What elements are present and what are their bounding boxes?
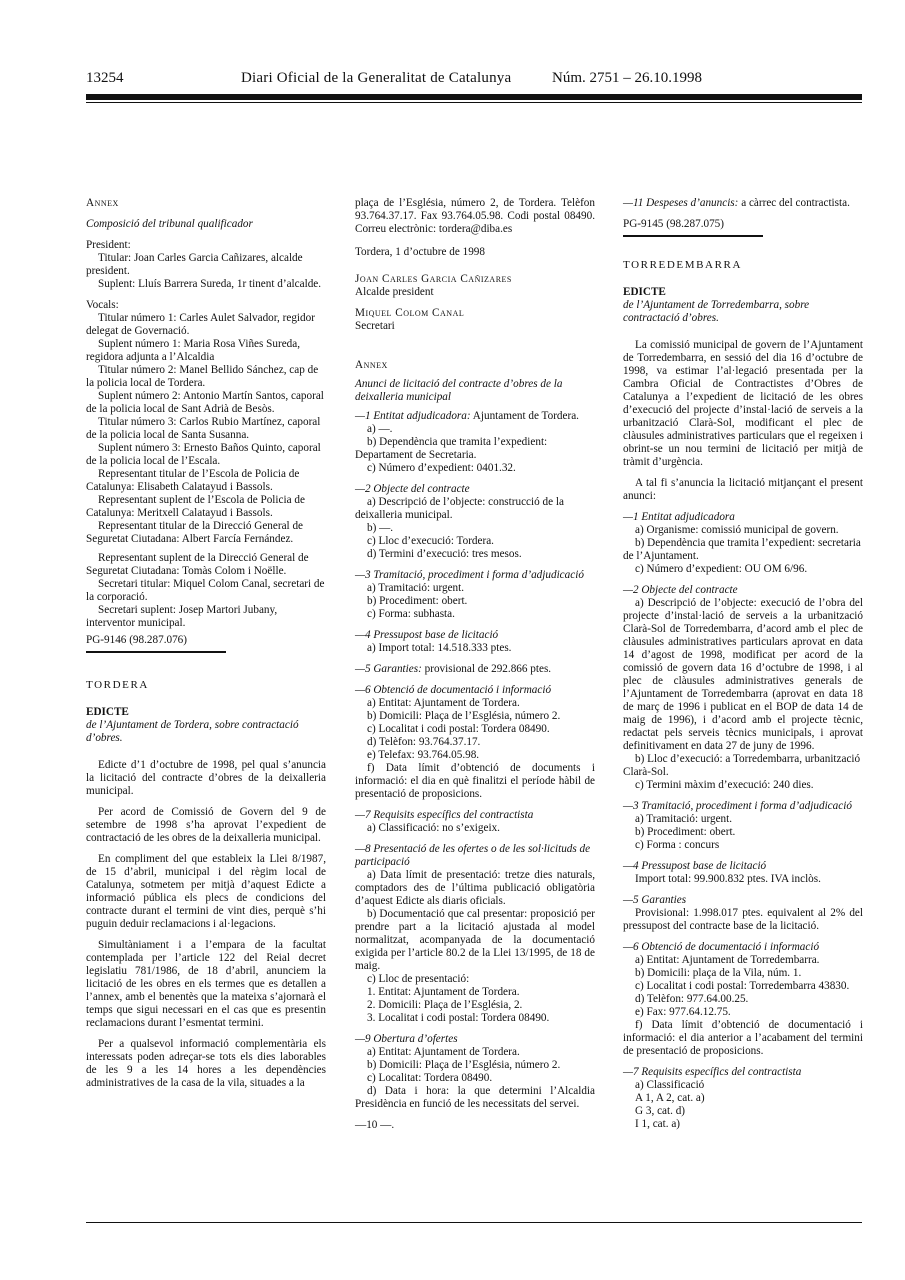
list-item: Secretari titular: Miquel Colom Canal, secretari de la corporació. (86, 578, 325, 603)
edicte-heading: EDICTE (623, 286, 666, 298)
annex-heading: Annex (86, 197, 119, 209)
list-item: a) —. (367, 423, 393, 435)
list-item: e) Fax: 977.64.12.75. (635, 1006, 731, 1018)
list-item: Secretari suplent: Josep Martori Jubany, interventor municipal. (86, 604, 278, 629)
section-heading: —6 Obtenció de documentació i informació (355, 684, 552, 696)
list-item: c) Termini màxim d’execució: 240 dies. (635, 779, 814, 791)
list-item: b) Dependència que tramita l’expedient: Departament de Secretaria. (355, 436, 548, 461)
list-item: a) Entitat: Ajuntament de Torredembarra. (635, 954, 820, 966)
list-item: Titular número 3: Carlos Rubio Martínez, caporal de la policia local de Santa Susanna. (86, 416, 321, 441)
list-item: b) Documentació que cal presentar: proposició per prendre part a la licitació ajustada al model normalitzat, acompanyada de la documentació exigida per l’article 80.2 de la Llei 13/1995, de 18 de maig. (355, 908, 595, 972)
section-text: a càrrec del contractista. (738, 197, 850, 209)
list-item: Titular número 1: Carles Aulet Salvador, regidor delegat de Governació. (86, 312, 315, 337)
reference-code: PG-9146 (98.287.076) (86, 634, 187, 646)
list-item: b) Dependència que tramita l’expedient: secretaria de l’Ajuntament. (623, 537, 861, 562)
list-item: Titular número 2: Manel Bellido Sánchez, cap de la policia local de Tordera. (86, 364, 319, 389)
list-item: d) Termini d’execució: tres mesos. (367, 548, 522, 560)
list-item: a) Entitat: Ajuntament de Tordera. (367, 697, 520, 709)
list-item: a) Entitat: Ajuntament de Tordera. (367, 1046, 520, 1058)
list-item: I 1, cat. a) (635, 1118, 681, 1130)
signature-role: Alcalde president (355, 286, 434, 298)
paragraph-continuation: plaça de l’Església, número 2, de Tordera. Telèfon 93.764.37.17. Fax 93.764.05.98. Codi postal 08490. Correu electrònic: tordera@diba.es (355, 197, 595, 235)
edicte-heading: EDICTE (86, 706, 129, 718)
section-heading: —2 Objecte del contracte (623, 584, 738, 596)
list-item: e) Telefax: 93.764.05.98. (367, 749, 480, 761)
list-item: c) Lloc de presentació: (367, 973, 470, 985)
column-2 (355, 197, 595, 1132)
page-header (86, 70, 862, 92)
list-item: a) Tramitació: urgent. (367, 582, 465, 594)
section-heading: —2 Objecte del contracte (355, 483, 470, 495)
section-heading: —4 Pressupost base de licitació (623, 860, 767, 872)
list-item: d) Data i hora: la que determini l’Alcaldia Presidència en funció de les necessitats del servei. (355, 1085, 595, 1110)
list-item: a) Descripció de l’objecte: construcció de la deixalleria municipal. (355, 496, 564, 521)
list-item: a) Classificació (635, 1079, 705, 1091)
list-item: Representant suplent de l’Escola de Policia de Catalunya: Meritxell Calatayud i Bassols. (86, 494, 305, 519)
list-item: c) Localitat i codi postal: Tordera 08490. (367, 723, 550, 735)
reference-code: PG-9145 (98.287.075) (623, 218, 724, 230)
edicte-subtitle: de l’Ajuntament de Tordera, sobre contractació d’obres. (86, 719, 299, 744)
list-item: 2. Domicili: Plaça de l’Església, 2. (367, 999, 523, 1011)
section-heading: —1 Entitat adjudicadora (623, 511, 735, 523)
list-item: Import total: 99.900.832 ptes. IVA inclòs. (635, 873, 821, 885)
section-heading: —8 Presentació de les ofertes o de les sol·licituds de participació (355, 843, 591, 868)
paragraph: Per acord de Comissió de Govern del 9 de setembre de 1998 s’ha aprovat l’expedient de contractació de les obres de la deixalleria municipal. (86, 806, 326, 844)
president-suplent: Suplent: Lluís Barrera Sureda, 1r tinent d’alcalde. (98, 278, 322, 290)
paragraph: En compliment del que estableix la Llei 8/1987, de 15 d’abril, municipal i del règim local de Catalunya, sotmetem per mitjà d’aquest Edicte a informació pública els plecs de condicions del contracte durant el termini de vint dies, perquè s’hi puguin deduir reclamacions i al·legacions. (86, 853, 326, 930)
paragraph: Edicte d’1 d’octubre de 1998, pel qual s’anuncia la licitació del contracte d’obres de la deixalleria municipal. (86, 759, 326, 797)
list-item: b) Domicili: Plaça de l’Església, número 2. (367, 710, 561, 722)
list-item: Suplent número 2: Antonio Martín Santos, caporal de la policia local de Sant Adrià de Besòs. (86, 390, 324, 415)
section-heading: —10 —. (355, 1119, 395, 1131)
paragraph: Simultàniament i a l’empara de la facultat contemplada per l’article 122 del Reial decret legislatiu 781/1986, de 18 d’abril, anunciem la licitació de les obres en els termes que es detallen a l’annex, amb el benentès que la mateixa s’ajornarà el temps que sigui necessari en el cas que es presentin reclamacions durant l’esmentat termini. (86, 939, 326, 1029)
section-heading: —11 Despeses d’anuncis: (623, 197, 739, 209)
section-heading: —1 Entitat adjudicadora: (355, 410, 471, 422)
annex-heading: Annex (355, 359, 388, 371)
list-item: a) Classificació: no s’exigeix. (367, 822, 500, 834)
list-item: f) Data límit d’obtenció de documents i informació: el dia en què finalitzi el període hàbil de presentació de proposicions. (355, 762, 595, 800)
place-heading: TORREDEMBARRA (623, 259, 742, 271)
list-item: c) Forma : concurs (635, 839, 720, 851)
footer-rule (86, 1222, 862, 1223)
list-item: Representant suplent de la Direcció General de Seguretat Ciutadana: Tomàs Colom i Noëlle. (86, 552, 309, 577)
list-item: Representant titular de la Direcció General de Seguretat Ciutadana: Albert Farcía Fernández. (86, 520, 304, 545)
list-item: Suplent número 3: Ernesto Baños Quinto, caporal de la policia local de l’Escala. (86, 442, 321, 467)
list-item: b) Procediment: obert. (367, 595, 468, 607)
list-item: a) Data límit de presentació: tretze dies naturals, comptadors des de l’última publicació obligatòria d’aquest Edicte als diaris oficials. (355, 869, 595, 907)
section-heading: —9 Obertura d’ofertes (355, 1033, 458, 1045)
section-heading: —4 Pressupost base de licitació (355, 629, 499, 641)
list-item: Provisional: 1.998.017 ptes. equivalent al 2% del pressupost del contracte base de la licitació. (623, 907, 863, 932)
vocals-label: Vocals: (86, 299, 119, 311)
paragraph: A tal fi s’anuncia la licitació mitjançant el present anunci: (623, 477, 863, 502)
section-heading: —3 Tramitació, procediment i forma d’adjudicació (623, 800, 852, 812)
list-item: d) Telèfon: 977.64.00.25. (635, 993, 749, 1005)
section-heading: —5 Garanties (623, 894, 687, 906)
date-line: Tordera, 1 d’octubre de 1998 (355, 246, 485, 258)
issue-number: Núm. 2751 – 26.10.1998 (552, 70, 702, 86)
paragraph: Per a qualsevol informació complementària els interessats poden adreçar-se tots els dies laborables de les 9 a les 14 hores a les dependències administratives de la casa de la vila, situades a la (86, 1038, 326, 1089)
paragraph: La comissió municipal de govern de l’Ajuntament de Torredembarra, en sessió del dia 16 d’octubre de 1998, va estimar l’al·legació presentada per la Cambra Oficial de Contractistes d’Obres de Catalunya a l’expedient de licitació de les obres d’execució del projecte d’instal·lació de serveis a la urbanització Clarà-Sol, modificant el plec de clàusules administratives particulars que el regeixen i obrint-se un nou termini de licitació per mitjà de tràmit d’urgència. (623, 339, 863, 468)
vocals-list (86, 312, 326, 630)
list-item: a) Tramitació: urgent. (635, 813, 733, 825)
list-item: b) Lloc d’execució: a Torredembarra, urbanització Clarà-Sol. (623, 753, 861, 778)
section-heading: —7 Requisits específics del contractista (623, 1066, 802, 1078)
section-text: Ajuntament de Tordera. (470, 410, 579, 422)
list-item: c) Lloc d’execució: Tordera. (367, 535, 494, 547)
signature-name-2: Miquel Colom Canal (355, 307, 465, 319)
list-item: f) Data límit d’obtenció de documentació i informació: el dia anterior a l’acabament del termini de presentació de proposicions. (623, 1019, 863, 1057)
president-titular: Titular: Joan Carles Garcia Cañizares, alcalde president. (86, 252, 303, 277)
journal-title: Diari Oficial de la Generalitat de Catalunya (241, 70, 512, 86)
signature-name: Joan Carles Garcia Cañizares (355, 273, 512, 285)
column-1 (86, 197, 326, 1090)
list-item: b) —. (367, 522, 394, 534)
list-item: c) Forma: subhasta. (367, 608, 455, 620)
list-item: A 1, A 2, cat. a) (635, 1092, 705, 1104)
president-label: President: (86, 239, 131, 251)
list-item: b) Domicili: Plaça de l’Església, número 2. (367, 1059, 561, 1071)
header-rule-thick (86, 94, 862, 100)
list-item: c) Localitat: Tordera 08490. (367, 1072, 493, 1084)
section-heading: —3 Tramitació, procediment i forma d’adjudicació (355, 569, 584, 581)
section-text: provisional de 292.866 ptes. (421, 663, 552, 675)
signature-role-2: Secretari (355, 320, 395, 332)
list-item: c) Localitat i codi postal: Torredembarra 43830. (635, 980, 850, 992)
column-3 (623, 197, 863, 1131)
place-heading: TORDERA (86, 679, 149, 691)
annex-title: Anunci de licitació del contracte d’obres de la deixalleria municipal (355, 378, 563, 403)
list-item: G 3, cat. d) (635, 1105, 686, 1117)
list-item: Representant titular de l’Escola de Policia de Catalunya: Elisabeth Calatayud i Bassols. (86, 468, 300, 493)
section-heading: —7 Requisits específics del contractista (355, 809, 534, 821)
list-item: b) Domicili: plaça de la Vila, núm. 1. (635, 967, 802, 979)
list-item: c) Número d’expedient: 0401.32. (367, 462, 516, 474)
list-item: Suplent número 1: Maria Rosa Viñes Sureda, regidora adjunta a l’Alcaldia (86, 338, 301, 363)
tribunal-title: Composició del tribunal qualificador (86, 218, 253, 230)
list-item: a) Import total: 14.518.333 ptes. (367, 642, 512, 654)
list-item: 3. Localitat i codi postal: Tordera 08490. (367, 1012, 550, 1024)
section-heading: —5 Garanties: (355, 663, 422, 675)
list-item: a) Organisme: comissió municipal de govern. (635, 524, 839, 536)
edicte-subtitle: de l’Ajuntament de Torredembarra, sobre contractació d’obres. (623, 299, 810, 324)
list-item: b) Procediment: obert. (635, 826, 736, 838)
list-item: c) Número d’expedient: OU OM 6/96. (635, 563, 808, 575)
list-item: d) Telèfon: 93.764.37.17. (367, 736, 481, 748)
page-number: 13254 (86, 70, 124, 86)
section-heading: —6 Obtenció de documentació i informació (623, 941, 820, 953)
list-item: 1. Entitat: Ajuntament de Tordera. (367, 986, 520, 998)
header-rule-thin (86, 102, 862, 103)
list-item: a) Descripció de l’objecte: execució de l’obra del projecte d’instal·lació de serveis a la urbanització Clarà-Sol de Torredembarra, d’acord amb el plec de clàusules administratives particulars aprovat en data 14 d’agost de 1998, modificat per acord de la comissió de govern data 16 d’octubre de 1998, i al plec de clàusules administratives generals de l’Ajuntament de Torredembarra (aprovat en data 18 de març de 1996 i publicat en el BOP de data 14 de maig de 1996), i d’acord amb el projecte tècnic, redactat pels serveis tècnics municipals, i aprovat definitivament en data 27 de juny de 1996. (623, 597, 863, 752)
